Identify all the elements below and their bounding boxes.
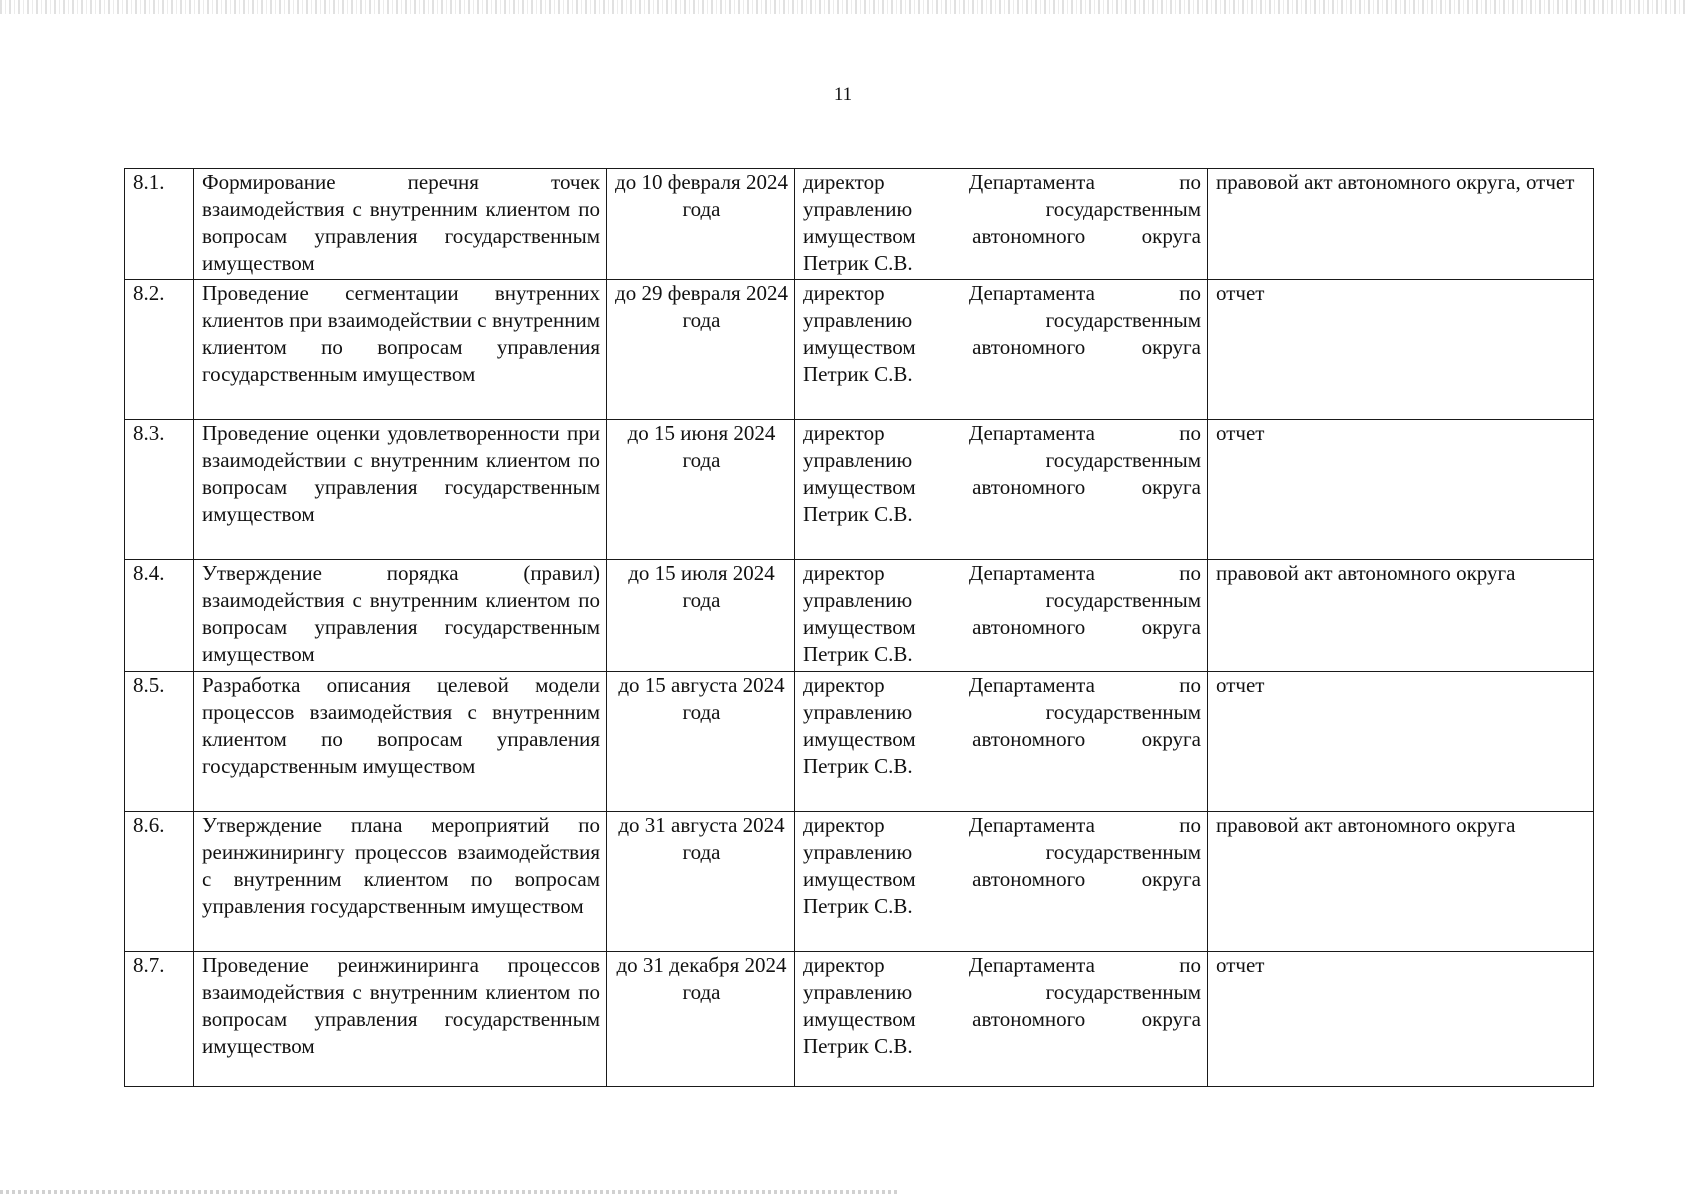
table-row <box>125 169 1594 280</box>
resp-word: директор <box>803 953 885 977</box>
resp-word: имуществом <box>803 475 916 499</box>
resp-word: Департамента <box>968 281 1095 305</box>
resp-word: округа <box>1141 615 1201 639</box>
resp-word: автономного <box>972 1007 1086 1031</box>
resp-word: по <box>1179 170 1201 194</box>
responsible-name: Петрик С.В. <box>803 362 913 386</box>
result-cell: правовой акт автономного округа, отчет <box>1208 169 1594 280</box>
result-cell: отчет <box>1208 280 1594 420</box>
resp-word: директор <box>803 281 885 305</box>
resp-word: по <box>1179 813 1201 837</box>
scan-edge-top <box>0 0 1686 14</box>
activity-cell: Проведение реинжиниринга процессов взаимодействия с внутренним клиентом по вопросам управления государственным имуществом <box>194 952 607 1087</box>
responsible-name: Петрик С.В. <box>803 251 913 275</box>
table-row <box>125 672 1594 812</box>
resp-word: округа <box>1141 224 1201 248</box>
resp-word: Департамента <box>968 170 1095 194</box>
resp-word: автономного <box>972 475 1086 499</box>
resp-word: по <box>1179 421 1201 445</box>
resp-word: имуществом <box>803 1007 916 1031</box>
resp-word: управлению <box>803 197 913 221</box>
activity-cell: Утверждение порядка (правил) взаимодействия с внутренним клиентом по вопросам управления государственным имуществом <box>194 560 607 672</box>
responsible-cell <box>795 560 1208 672</box>
resp-word: автономного <box>972 224 1086 248</box>
resp-word: управлению <box>803 588 913 612</box>
resp-word: государственным <box>1045 197 1201 221</box>
scan-edge-bottom <box>0 1190 900 1194</box>
resp-word: управлению <box>803 308 913 332</box>
row-number: 8.7. <box>125 952 194 1087</box>
table-row <box>125 952 1594 1087</box>
resp-word: Департамента <box>968 561 1095 585</box>
responsible-cell <box>795 280 1208 420</box>
resp-word: Департамента <box>968 953 1095 977</box>
resp-word: имуществом <box>803 615 916 639</box>
resp-word: имуществом <box>803 727 916 751</box>
activity-cell: Формирование перечня точек взаимодействия с внутренним клиентом по вопросам управления государственным имуществом <box>194 169 607 280</box>
resp-word: Департамента <box>968 813 1095 837</box>
resp-word: директор <box>803 673 885 697</box>
table-row <box>125 420 1594 560</box>
resp-word: государственным <box>1045 448 1201 472</box>
resp-word: Департамента <box>968 421 1095 445</box>
row-number: 8.2. <box>125 280 194 420</box>
resp-word: директор <box>803 813 885 837</box>
resp-word: автономного <box>972 335 1086 359</box>
result-cell: правовой акт автономного округа <box>1208 812 1594 952</box>
resp-word: округа <box>1141 475 1201 499</box>
resp-word: государственным <box>1045 700 1201 724</box>
row-number: 8.1. <box>125 169 194 280</box>
resp-word: директор <box>803 421 885 445</box>
resp-word: управлению <box>803 980 913 1004</box>
resp-word: по <box>1179 281 1201 305</box>
resp-word: округа <box>1141 867 1201 891</box>
resp-word: по <box>1179 953 1201 977</box>
resp-word: директор <box>803 170 885 194</box>
responsible-cell <box>795 420 1208 560</box>
deadline-cell: до 31 декабря 2024 года <box>607 952 795 1087</box>
resp-word: государственным <box>1045 588 1201 612</box>
responsible-cell <box>795 169 1208 280</box>
result-cell: отчет <box>1208 952 1594 1087</box>
deadline-cell: до 15 июня 2024 года <box>607 420 795 560</box>
resp-word: директор <box>803 561 885 585</box>
deadline-cell: до 10 февраля 2024 года <box>607 169 795 280</box>
plan-table <box>124 168 1594 1087</box>
resp-word: по <box>1179 561 1201 585</box>
responsible-name: Петрик С.В. <box>803 1034 913 1058</box>
responsible-name: Петрик С.В. <box>803 642 913 666</box>
resp-word: округа <box>1141 335 1201 359</box>
deadline-cell: до 15 августа 2024 года <box>607 672 795 812</box>
result-cell: правовой акт автономного округа <box>1208 560 1594 672</box>
result-cell: отчет <box>1208 420 1594 560</box>
table-row <box>125 812 1594 952</box>
resp-word: автономного <box>972 867 1086 891</box>
activity-cell: Проведение оценки удовлетворенности при взаимодействии с внутренним клиентом по вопросам управления государственным имуществом <box>194 420 607 560</box>
activity-cell: Утверждение плана мероприятий по реинжинирингу процессов взаимодействия с внутренним клиентом по вопросам управления государственным имуществом <box>194 812 607 952</box>
row-number: 8.6. <box>125 812 194 952</box>
resp-word: управлению <box>803 840 913 864</box>
row-number: 8.5. <box>125 672 194 812</box>
row-number: 8.3. <box>125 420 194 560</box>
responsible-cell <box>795 952 1208 1087</box>
responsible-cell <box>795 812 1208 952</box>
responsible-name: Петрик С.В. <box>803 894 913 918</box>
deadline-cell: до 29 февраля 2024 года <box>607 280 795 420</box>
row-number: 8.4. <box>125 560 194 672</box>
resp-word: имуществом <box>803 867 916 891</box>
resp-word: государственным <box>1045 980 1201 1004</box>
resp-word: автономного <box>972 727 1086 751</box>
deadline-cell: до 31 августа 2024 года <box>607 812 795 952</box>
resp-word: имуществом <box>803 335 916 359</box>
table-row <box>125 280 1594 420</box>
page-number: 11 <box>833 84 853 105</box>
responsible-cell <box>795 672 1208 812</box>
resp-word: государственным <box>1045 308 1201 332</box>
activity-cell: Разработка описания целевой модели процессов взаимодействия с внутренним клиентом по вопросам управления государственным имуществом <box>194 672 607 812</box>
resp-word: управлению <box>803 448 913 472</box>
resp-word: округа <box>1141 727 1201 751</box>
resp-word: по <box>1179 673 1201 697</box>
resp-word: Департамента <box>968 673 1095 697</box>
responsible-name: Петрик С.В. <box>803 754 913 778</box>
resp-word: управлению <box>803 700 913 724</box>
deadline-cell: до 15 июля 2024 года <box>607 560 795 672</box>
resp-word: имуществом <box>803 224 916 248</box>
resp-word: округа <box>1141 1007 1201 1031</box>
result-cell: отчет <box>1208 672 1594 812</box>
resp-word: государственным <box>1045 840 1201 864</box>
resp-word: автономного <box>972 615 1086 639</box>
table-row <box>125 560 1594 672</box>
activity-cell: Проведение сегментации внутренних клиентов при взаимодействии с внутренним клиентом по вопросам управления государственным имуществом <box>194 280 607 420</box>
responsible-name: Петрик С.В. <box>803 502 913 526</box>
